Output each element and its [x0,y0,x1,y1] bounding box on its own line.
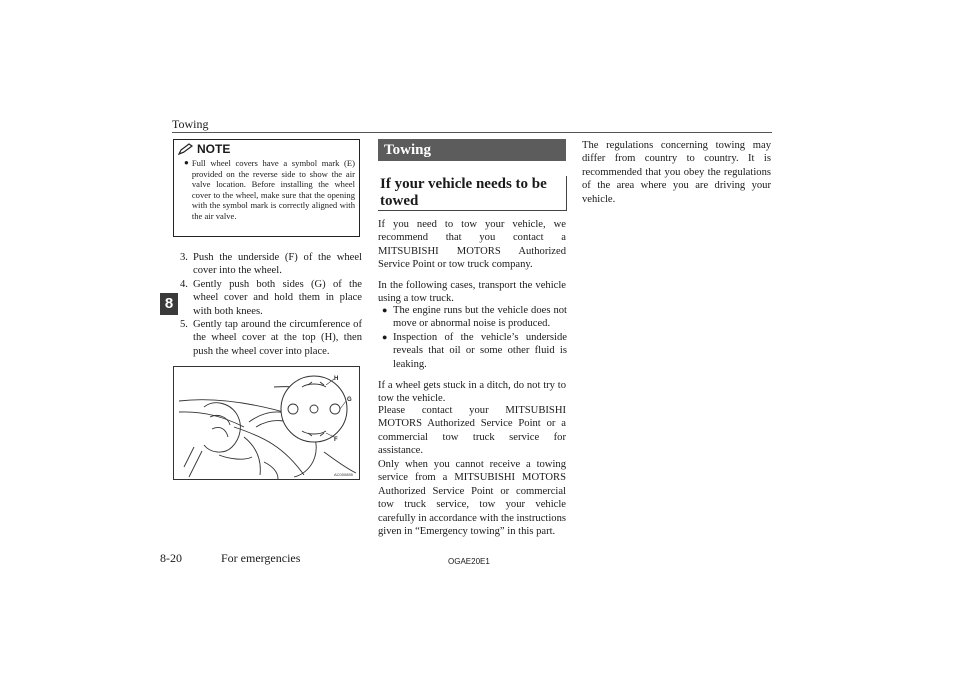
paragraph-tow-truck-cases: In the following cases, transport the vehicle using a tow truck. [378,280,566,305]
note-item [184,158,355,222]
header-rule [172,132,772,133]
step-number: 5. [180,319,188,331]
step-item [180,278,362,318]
label-h: H [334,376,339,382]
step-text: Gently tap around the circumference of the wheel cover at the top (H), then push the wheel cover into place. [193,319,362,357]
label-f: F [334,437,338,443]
chapter-tab: 8 [160,293,178,315]
document-code: OGAE20E1 [448,557,490,566]
list-item [382,331,567,371]
note-text: Full wheel covers have a symbol mark (E) provided on the reverse side to show the air valve location. Before installing the wheel cover to the wheel, make sure that the opening with the symbol mark is correctly aligned with the air valve. [191,158,355,221]
step-item [180,318,362,358]
note-heading: NOTE [197,142,231,156]
step-text: Gently push both sides (G) of the wheel cover and hold them in place with both knees. [193,278,362,317]
figure-code: AC000855 [334,472,353,477]
subheading-rule [378,210,566,211]
step-item [180,251,362,278]
wheel-cover-illustration [173,366,360,480]
note-header [178,142,230,156]
bullet-icon: ● [382,331,388,342]
bullet-icon: ● [382,305,388,315]
note-bullet: ● [184,158,189,167]
subheading-rule-vertical [566,176,567,211]
step-number: 3. [180,252,188,263]
step-list [180,251,362,358]
paragraph-contact: Please contact your MITSUBISHI MOTORS Authorized Service Point or a commercial tow truck service for assistance. [378,405,566,457]
list-item-text: Inspection of the vehicle’s underside reveals that oil or some other fluid is leaking. [393,331,567,370]
note-pencil-icon [178,143,194,155]
note-box [173,139,360,237]
section-title-bar: Towing [378,139,566,161]
running-title: Towing [172,117,209,131]
paragraph-emergency-towing: Only when you cannot receive a towing service from a MITSUBISHI MOTORS Authorized Service Point or commercial tow truck service, tow your vehicle carefully in accordance with the instructions given in “Emergency towing” in this part. [378,459,566,538]
subsection-heading: If your vehicle needs to be towed [380,176,547,209]
label-g: G [347,397,352,403]
footer-section-name: For emergencies [221,551,301,565]
page-number: 8-20 [160,551,182,565]
paragraph-regulations: The regulations concerning towing may differ from country to country. It is recommended that you obey the regulations of the area where you are driving your vehicle. [582,140,771,205]
list-item-text: The engine runs but the vehicle does not move or abnormal noise is produced. [393,305,567,330]
list-item [382,304,567,331]
paragraph-tow-recommendation: If you need to tow your vehicle, we recommend that you contact a MITSUBISHI MOTORS Authorized Service Point or tow truck company. [378,219,566,271]
step-text: Push the underside (F) of the wheel cover into the wheel. [193,252,362,277]
step-number: 4. [180,278,188,290]
tow-cases-list [382,304,567,371]
wheel-cover-drawing [174,367,359,479]
paragraph-ditch: If a wheel gets stuck in a ditch, do not try to tow the vehicle. [378,380,566,405]
